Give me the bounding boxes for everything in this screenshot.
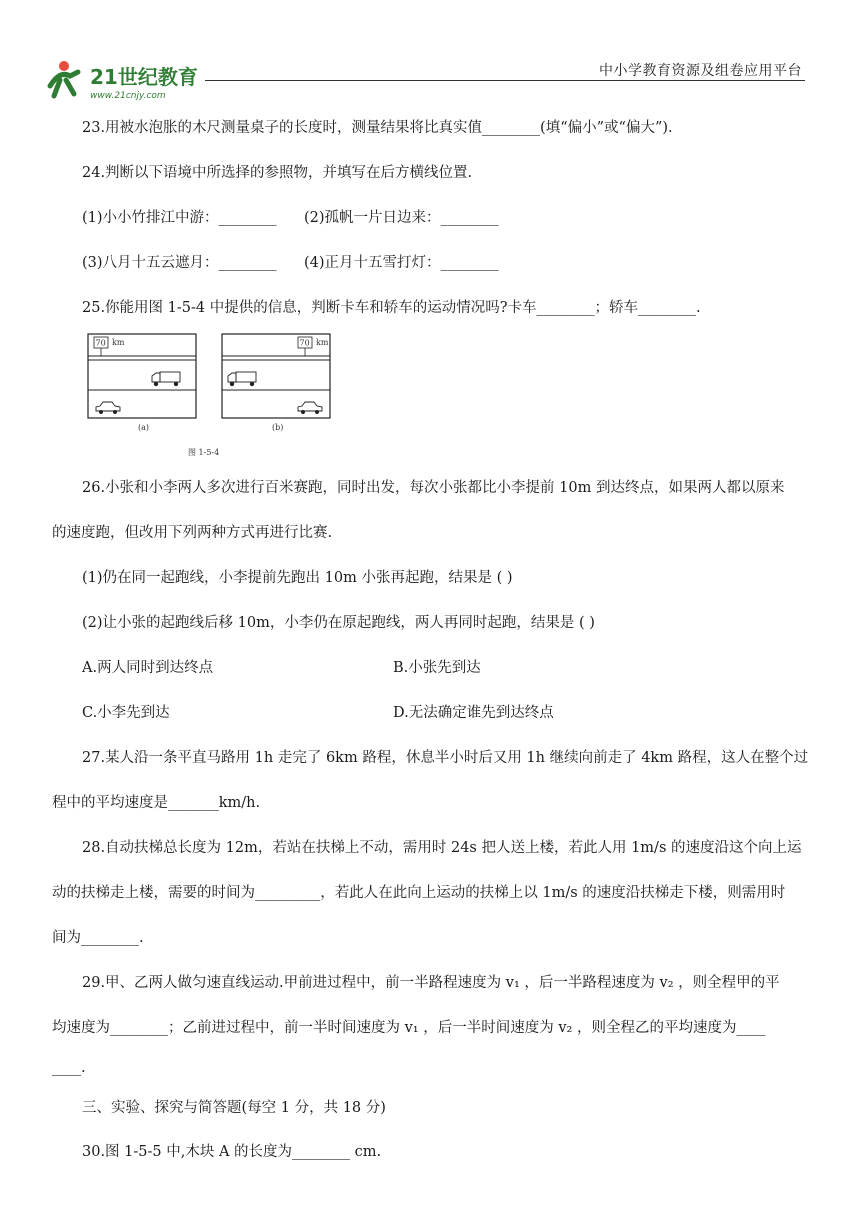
question-29: 29.甲、乙两人做匀速直线运动.甲前进过程中，前一半路程速度为 v₁ ，后一半路程速度为 v₂ ，则全程甲的平 — [82, 975, 780, 991]
question-29-cont: 均速度为________；乙前进过程中，前一半时间速度为 v₁ ，后一半时间速度为 v₂ ，则全程乙的平均速度为____ — [52, 1020, 766, 1036]
figure-caption: 图 1-5-4 — [188, 448, 220, 457]
svg-text:(b): (b) — [272, 423, 284, 432]
question-28-cont2: 间为________. — [52, 930, 144, 946]
option-a: A.两人同时到达终点 — [82, 660, 214, 676]
question-28-cont: 动的扶梯走上楼，需要的时间为_________，若此人在此向上运动的扶梯上以 1m/s 的速度沿扶梯走下楼，则需用时 — [52, 885, 786, 901]
svg-text:70: 70 — [95, 338, 106, 348]
panel-b — [222, 334, 330, 432]
figure-1-5-4 — [82, 332, 342, 462]
runner-icon — [50, 61, 78, 96]
q24-item-4: (4)正月十五雪打灯：________ — [304, 255, 499, 271]
question-23: 23.用被水泡胀的木尺测量桌子的长度时，测量结果将比真实值________(填“偏小”或“偏大”). — [82, 120, 673, 136]
question-30: 30.图 1-5-5 中,木块 A 的长度为________ cm. — [82, 1144, 382, 1160]
svg-text:70: 70 — [299, 338, 310, 348]
logo-21cnjy — [40, 56, 220, 104]
truck-icon — [228, 372, 256, 386]
platform-name: 中小学教育资源及组卷应用平台 — [599, 63, 802, 79]
svg-text:(a): (a) — [138, 423, 150, 432]
truck-icon — [152, 372, 180, 386]
q26-part-2: (2)让小张的起跑线后移 10m，小李仍在原起跑线，两人再同时起跑，结果是 ( ) — [82, 615, 595, 631]
svg-text:km: km — [316, 338, 329, 347]
header-rule — [205, 80, 805, 81]
option-d: D.无法确定谁先到达终点 — [393, 705, 554, 721]
q24-item-1: (1)小小竹排江中游：________ — [82, 210, 277, 226]
page-header — [0, 0, 860, 110]
question-26-cont: 的速度跑，但改用下列两种方式再进行比赛. — [52, 525, 333, 541]
svg-text:km: km — [112, 338, 125, 347]
car-icon — [96, 402, 120, 414]
option-b: B.小张先到达 — [393, 660, 481, 676]
question-29-cont2: ____. — [52, 1060, 86, 1076]
question-27-cont: 程中的平均速度是_______km/h. — [52, 795, 261, 811]
section-heading-3: 三、实验、探究与简答题(每空 1 分，共 18 分) — [82, 1100, 386, 1116]
q24-item-3: (3)八月十五云遮月：________ — [82, 255, 277, 271]
q24-item-2: (2)孤帆一片日边来：________ — [304, 210, 499, 226]
q26-part-1: (1)仍在同一起跑线，小李提前先跑出 10m 小张再起跑，结果是 ( ) — [82, 570, 513, 586]
option-c: C.小李先到达 — [82, 705, 170, 721]
logo-text: 21世纪教育 — [90, 65, 198, 89]
panel-a — [88, 334, 196, 432]
question-26: 26.小张和小李两人多次进行百米赛跑，同时出发，每次小张都比小李提前 10m 到达终点，如果两人都以原来 — [82, 480, 785, 496]
question-25: 25.你能用图 1-5-4 中提供的信息，判断卡车和轿车的运动情况吗?卡车________；轿车________. — [82, 300, 701, 316]
logo-url: www.21cnjy.com — [90, 91, 166, 101]
question-28: 28.自动扶梯总长度为 12m，若站在扶梯上不动，需用时 24s 把人送上楼，若此人用 1m/s 的速度沿这个向上运 — [82, 840, 802, 856]
car-icon — [298, 402, 322, 414]
question-27: 27.某人沿一条平直马路用 1h 走完了 6km 路程，休息半小时后又用 1h 继续向前走了 4km 路程，这人在整个过 — [82, 750, 809, 766]
question-24: 24.判断以下语境中所选择的参照物，并填写在后方横线位置. — [82, 165, 473, 181]
